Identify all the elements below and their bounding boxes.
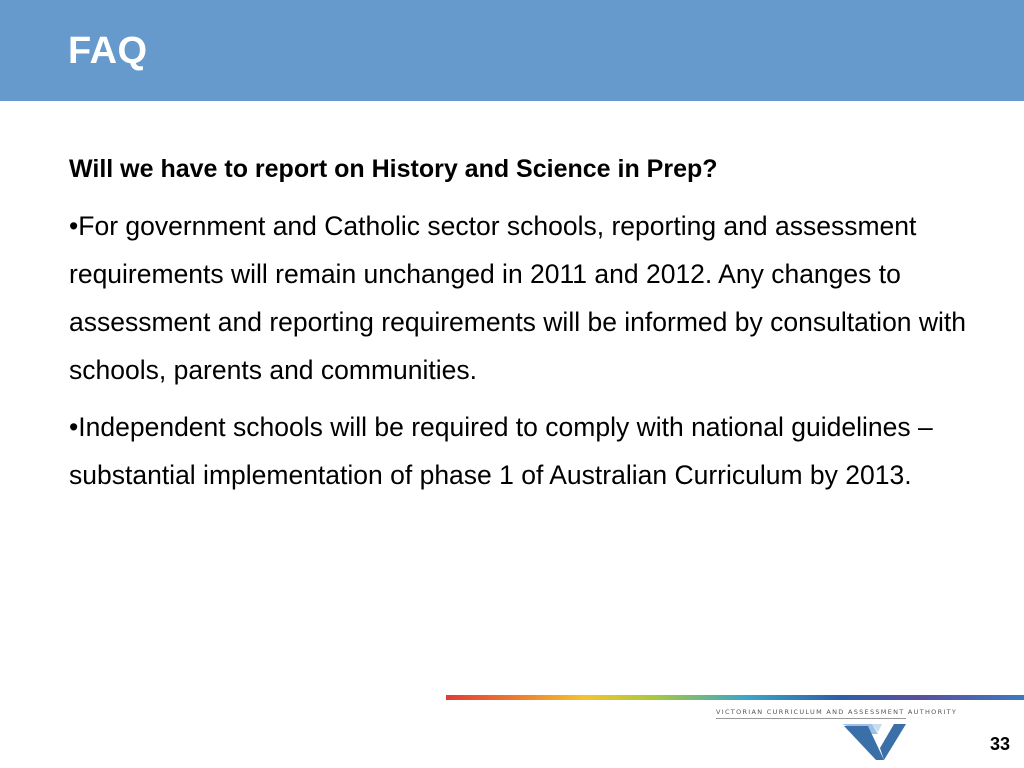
rainbow-footer-line	[446, 695, 1024, 700]
header-band	[0, 0, 1024, 101]
logo-text: VICTORIAN CURRICULUM AND ASSESSMENT AUTHORITY	[716, 708, 958, 716]
slide-title: FAQ	[68, 30, 148, 72]
slide-content	[69, 146, 989, 508]
vcaa-v-logo-icon	[842, 720, 908, 764]
logo-divider	[716, 718, 906, 719]
page-number: 33	[989, 734, 1010, 754]
faq-question: Will we have to report on History and Science in Prep?	[69, 155, 718, 183]
answer-paragraph-2: •Independent schools will be required to comply with national guidelines – substantial implementation of phase 1 of Australian Curriculum by 2013.	[69, 412, 933, 490]
vcaa-logo	[716, 708, 958, 764]
answer-paragraph-1: •For government and Catholic sector schools, reporting and assessment requirements will remain unchanged in 2011 and 2012. Any changes to assessment and reporting requirements will be informed by consultation with schools, parents and communities.	[69, 211, 967, 385]
